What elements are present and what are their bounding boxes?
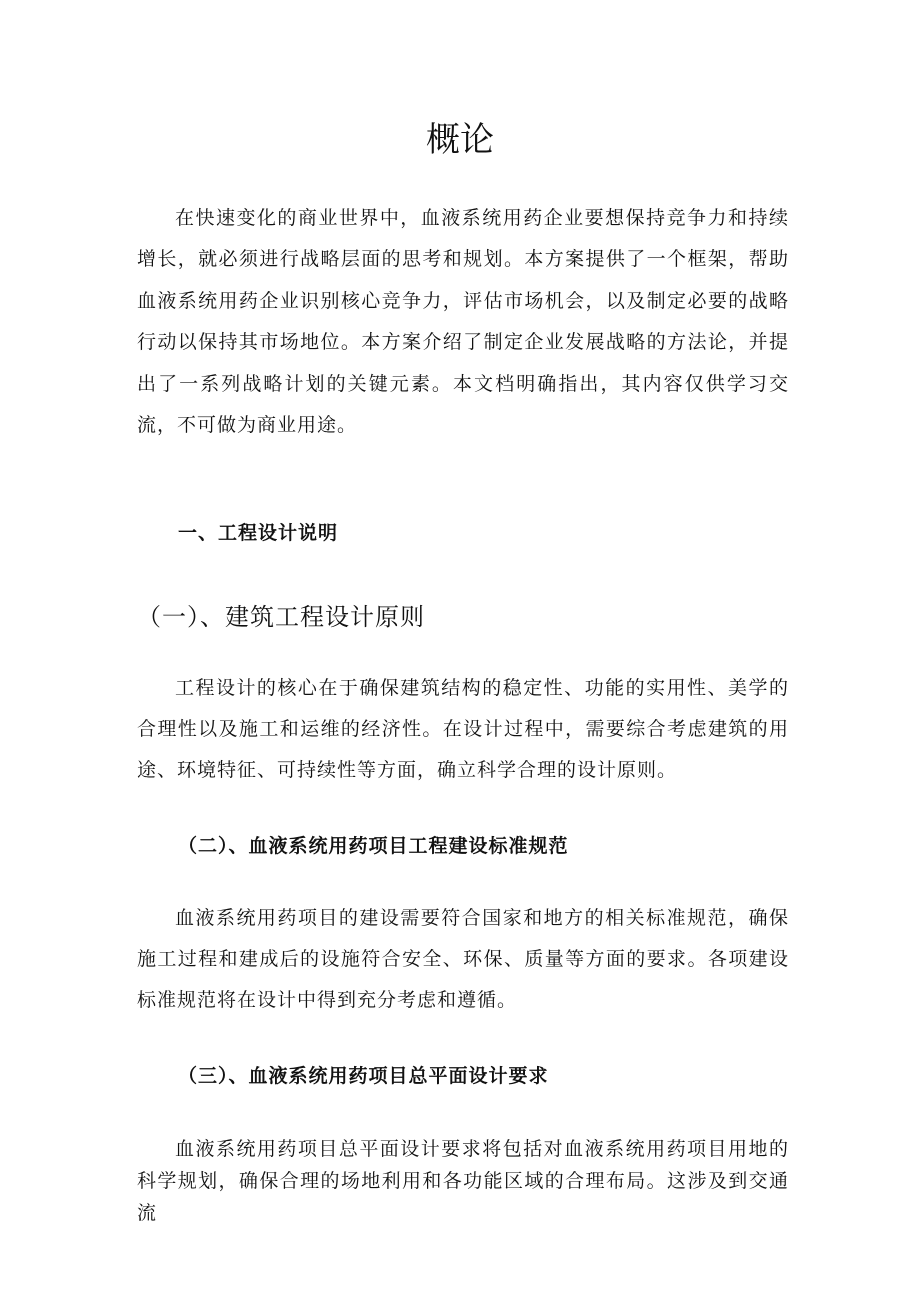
paragraph-building-design-principles: 工程设计的核心在于确保建筑结构的稳定性、功能的实用性、美学的合理性以及施工和运维的经济性。在设计过程中，需要综合考虑建筑的用途、环境特征、可持续性等方面，确立科学合理的设计原则。 [137,677,789,781]
subsection-heading-building-design-principles: （一）、建筑工程设计原则 [137,603,425,631]
paragraph-construction-standards: 血液系统用药项目的建设需要符合国家和地方的相关标准规范，确保施工过程和建成后的设施符合安全、环保、质量等方面的要求。各项建设标准规范将在设计中得到充分考虑和遵循。 [137,907,789,1011]
paragraph-site-plan-requirements: 血液系统用药项目总平面设计要求将包括对血液系统用药项目用地的科学规划，确保合理的场地利用和各功能区域的合理布局。这涉及到交通流 [137,1138,789,1224]
page-title: 概论 [426,120,494,160]
subsection-heading-construction-standards: （二）、血液系统用药项目工程建设标准规范 [178,835,569,857]
subsection-heading-site-plan-requirements: （三）、血液系统用药项目总平面设计要求 [178,1065,549,1087]
intro-paragraph: 在快速变化的商业世界中，血液系统用药企业要想保持竞争力和持续增长，就必须进行战略层面的思考和规划。本方案提供了一个框架，帮助血液系统用药企业识别核心竞争力，评估市场机会，以及制定必要的战略行动以保持其市场地位。本方案介绍了制定企业发展战略的方法论，并提出了一系列战略计划的关键元素。本文档明确指出，其内容仅供学习交流，不可做为商业用途。 [137,207,789,437]
section-heading-engineering-design: 一、工程设计说明 [178,522,339,544]
